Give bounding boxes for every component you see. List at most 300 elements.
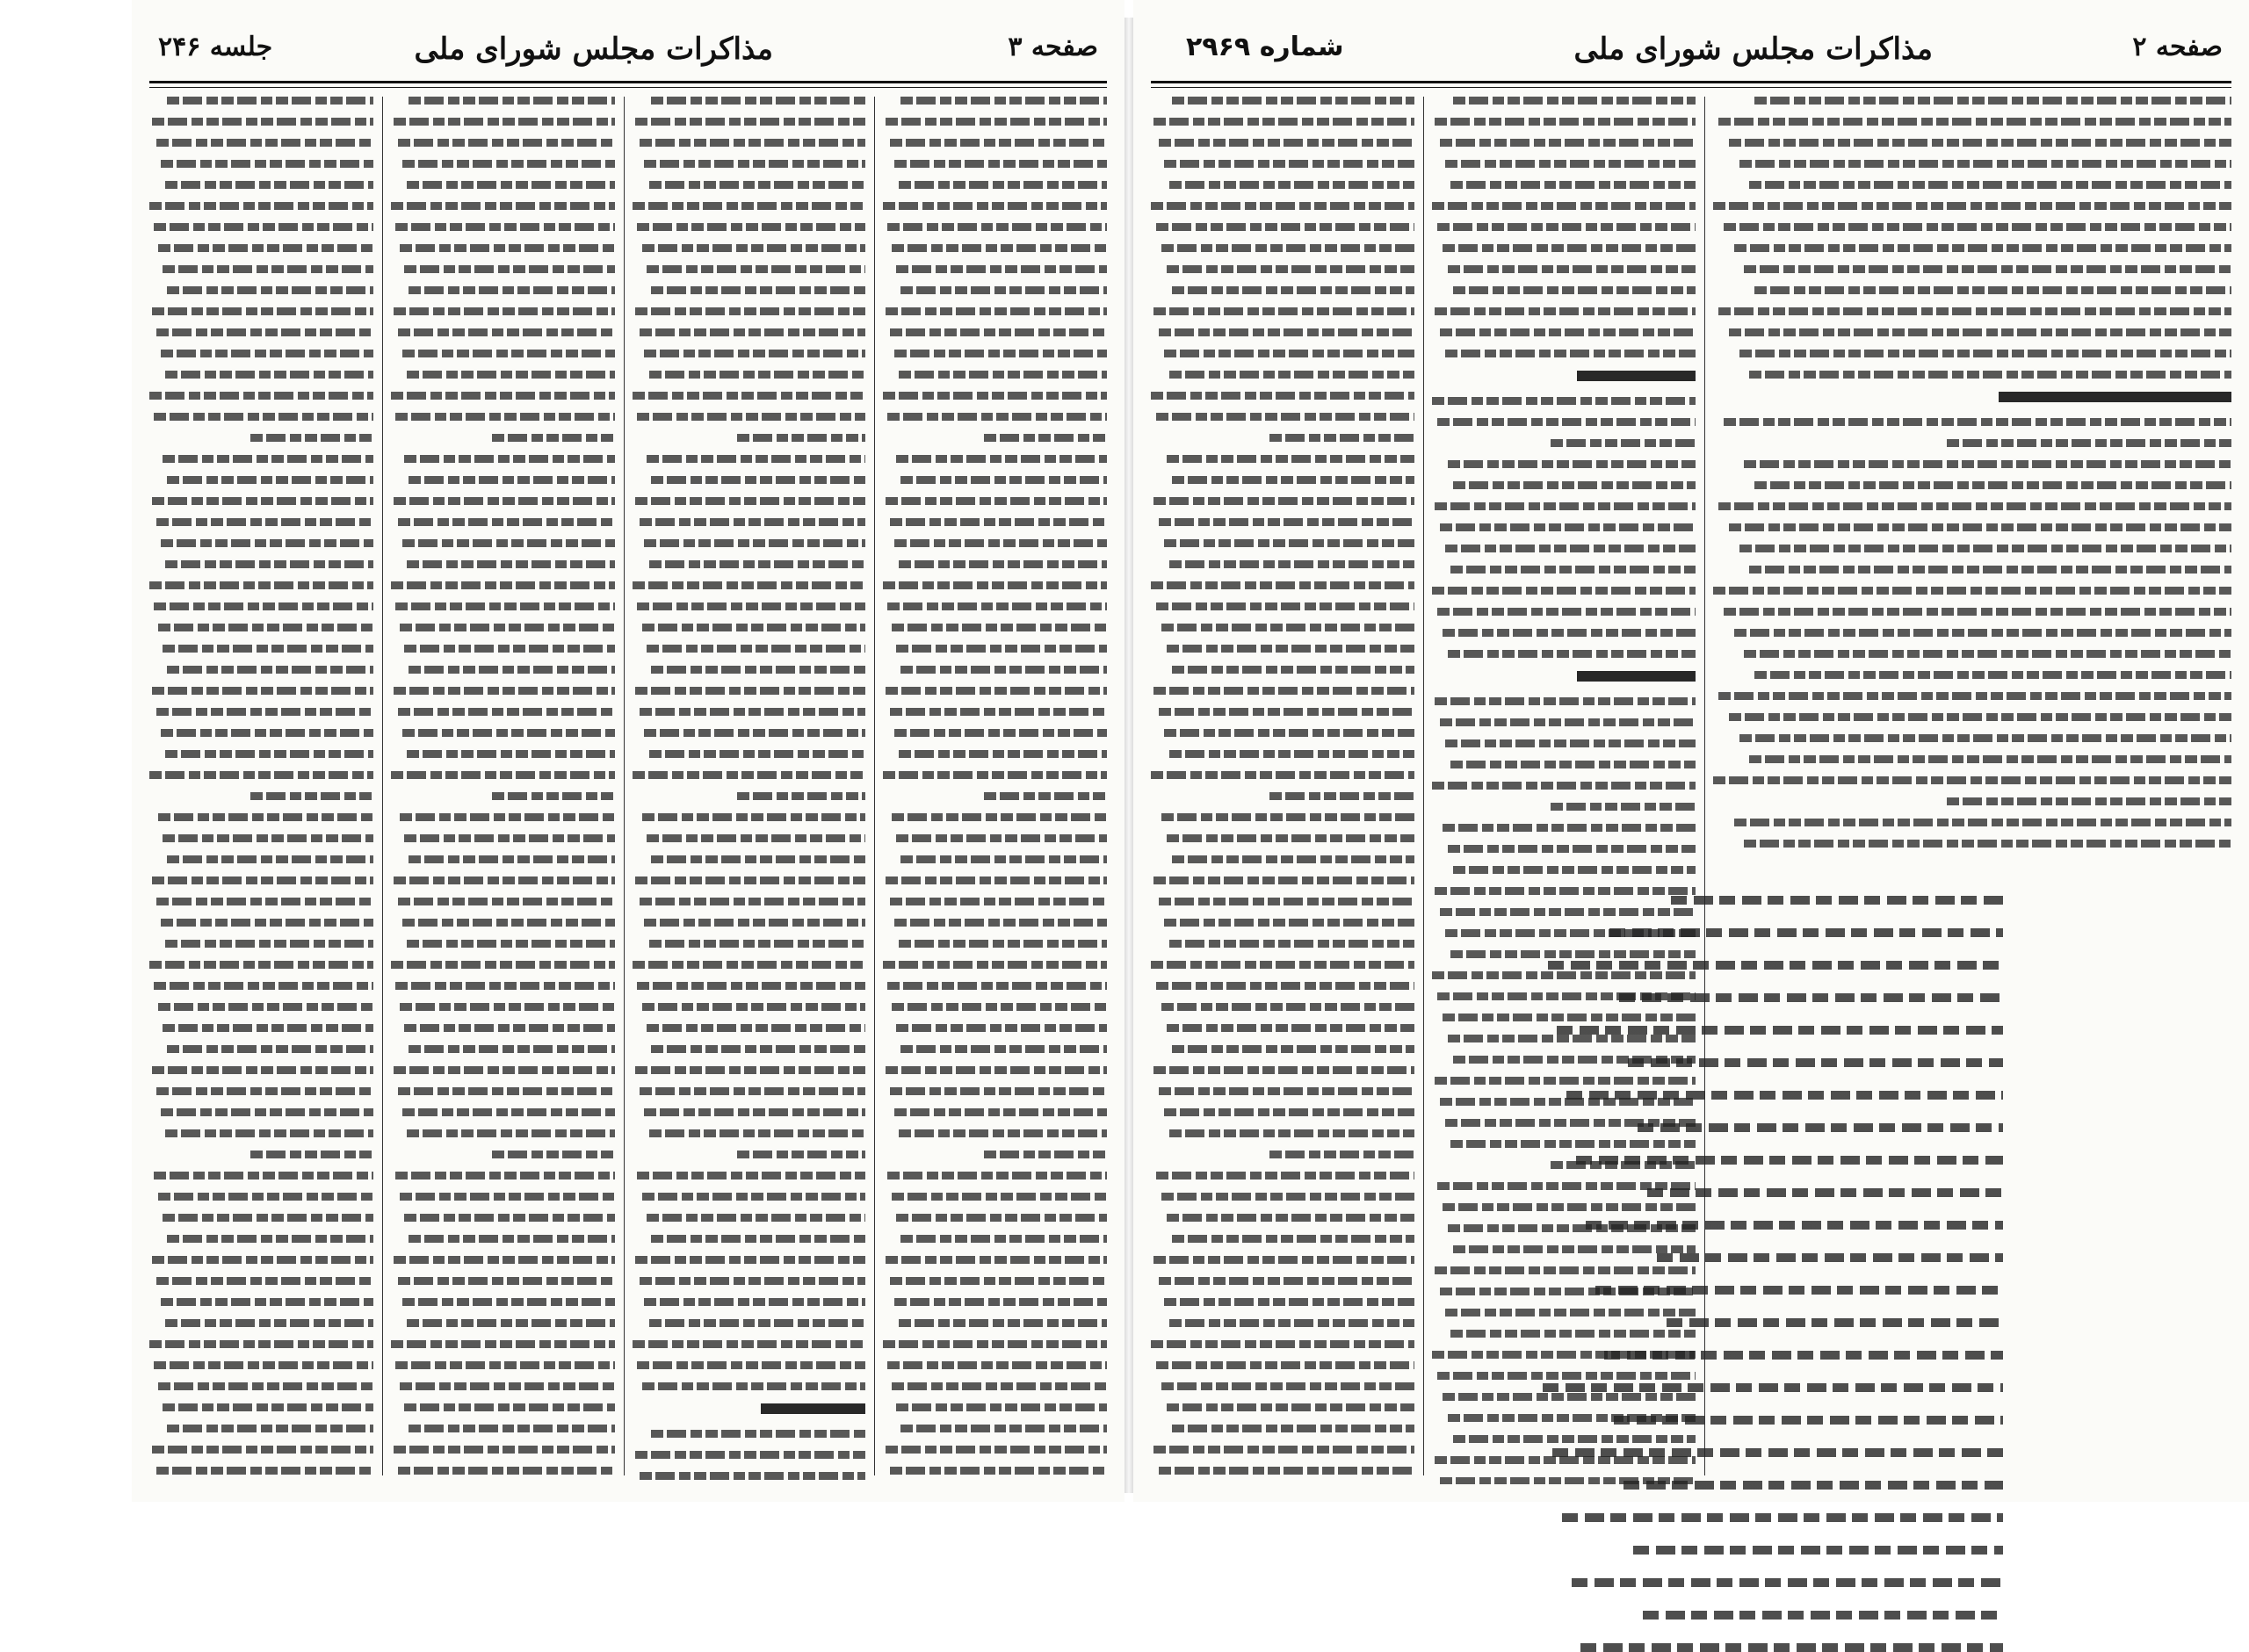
text-line	[1172, 286, 1414, 294]
text-line	[1159, 139, 1414, 147]
text-line	[409, 476, 615, 484]
text-line	[395, 223, 615, 231]
text-line	[152, 118, 373, 126]
text-line	[398, 139, 615, 147]
text-line	[1744, 265, 2231, 273]
text-line	[892, 1382, 1107, 1390]
text-line	[635, 1256, 865, 1264]
text-line	[1450, 181, 1696, 189]
text-line	[391, 961, 615, 969]
text-line	[647, 645, 865, 653]
text-line	[896, 1214, 1107, 1222]
text-line	[642, 1003, 865, 1011]
poem-line	[1552, 1448, 2003, 1457]
text-line	[167, 97, 373, 105]
text-line	[156, 1467, 373, 1475]
text-line	[1445, 160, 1696, 168]
text-line	[1448, 845, 1696, 853]
text-line	[1739, 734, 2232, 742]
issue-number: شماره ۲۹۶۹	[1186, 32, 1344, 62]
right-column-3	[1713, 97, 2231, 878]
text-line	[409, 1425, 615, 1432]
text-line	[394, 687, 615, 695]
text-line	[1161, 624, 1414, 631]
text-line	[1744, 840, 2231, 848]
poem-line	[1671, 896, 2003, 905]
text-line	[250, 792, 373, 800]
poem-block	[1529, 896, 2003, 1475]
text-line	[400, 1193, 615, 1201]
text-line	[492, 434, 615, 442]
text-line	[1169, 750, 1414, 758]
text-line	[1156, 223, 1414, 231]
text-line	[402, 1298, 615, 1306]
text-line	[1169, 371, 1414, 379]
text-line	[391, 392, 615, 400]
text-line	[163, 645, 373, 653]
text-line	[161, 729, 373, 737]
text-line	[651, 1430, 865, 1438]
text-line	[886, 876, 1107, 884]
text-line	[1172, 855, 1414, 863]
text-line	[400, 1382, 615, 1390]
text-line	[640, 708, 865, 716]
text-line	[651, 666, 865, 674]
text-line	[409, 286, 615, 294]
text-line	[894, 1298, 1107, 1306]
text-line	[1435, 118, 1696, 126]
text-line	[890, 518, 1107, 526]
text-line	[1739, 160, 2232, 168]
text-line	[984, 1151, 1107, 1158]
text-line	[394, 1066, 615, 1074]
text-line	[1151, 392, 1414, 400]
text-line	[1159, 1277, 1414, 1285]
text-line	[152, 876, 373, 884]
text-line	[1172, 97, 1414, 105]
text-line	[395, 1172, 615, 1179]
text-line	[642, 624, 865, 631]
text-line	[892, 624, 1107, 631]
text-line	[896, 1403, 1107, 1411]
text-line	[404, 455, 615, 463]
text-line	[1437, 418, 1696, 426]
text-line	[156, 328, 373, 336]
text-line	[649, 1319, 865, 1327]
text-line	[1729, 523, 2231, 531]
column-divider	[624, 97, 625, 1475]
text-line	[1153, 1446, 1414, 1454]
text-line	[1169, 1319, 1414, 1327]
text-line	[900, 97, 1107, 105]
text-line	[394, 497, 615, 505]
text-line	[1435, 697, 1696, 705]
text-line	[1151, 1340, 1414, 1348]
text-line	[152, 307, 373, 315]
text-line	[883, 961, 1107, 969]
text-line	[633, 581, 865, 589]
poem-line	[1647, 1188, 2003, 1197]
text-line	[165, 1319, 373, 1327]
text-line	[395, 982, 615, 990]
text-line	[899, 750, 1107, 758]
text-line	[394, 1446, 615, 1454]
text-line	[647, 834, 865, 842]
text-line	[642, 813, 865, 821]
text-line	[896, 834, 1107, 842]
text-line	[163, 1214, 373, 1222]
text-line	[890, 139, 1107, 147]
column-divider	[874, 97, 875, 1475]
text-line	[640, 898, 865, 905]
text-line	[1749, 371, 2231, 379]
poem-line	[1543, 1383, 2003, 1392]
text-line	[1172, 1425, 1414, 1432]
text-line	[644, 919, 865, 927]
text-line	[407, 181, 615, 189]
text-line	[894, 350, 1107, 357]
left-page	[132, 0, 1124, 1502]
poem-line	[1576, 1156, 2003, 1165]
text-line	[163, 834, 373, 842]
text-line	[398, 898, 615, 905]
text-line	[886, 307, 1107, 315]
text-line	[391, 1340, 615, 1348]
text-line	[1440, 328, 1696, 336]
text-line	[1443, 824, 1696, 832]
text-line	[1453, 866, 1696, 874]
text-line	[391, 581, 615, 589]
text-line	[1164, 539, 1414, 547]
poem-line	[1557, 1026, 2003, 1035]
text-line	[649, 750, 865, 758]
text-line	[896, 645, 1107, 653]
text-line	[1739, 545, 2232, 552]
left-header-rule	[149, 81, 1107, 88]
poem-line	[1572, 1578, 2003, 1587]
text-line	[1164, 350, 1414, 357]
text-line	[1159, 898, 1414, 905]
text-line	[899, 560, 1107, 568]
text-line	[398, 1087, 615, 1095]
text-line	[649, 940, 865, 948]
text-line	[1164, 919, 1414, 927]
text-line	[984, 792, 1107, 800]
right-page-header	[1151, 25, 2231, 77]
text-line	[1269, 792, 1414, 800]
text-line	[161, 350, 373, 357]
text-line	[161, 539, 373, 547]
text-line	[391, 771, 615, 779]
text-line	[149, 202, 373, 210]
text-line	[887, 982, 1107, 990]
text-line	[404, 834, 615, 842]
text-line	[404, 265, 615, 273]
text-line	[161, 160, 373, 168]
text-line	[402, 539, 615, 547]
text-line	[1169, 940, 1414, 948]
poem-line	[1580, 1643, 2003, 1652]
text-line	[635, 687, 865, 695]
poem-line	[1609, 928, 2003, 937]
text-line	[886, 497, 1107, 505]
text-line	[887, 602, 1107, 610]
text-line	[1169, 181, 1414, 189]
text-line	[890, 708, 1107, 716]
text-line	[899, 1129, 1107, 1137]
text-line	[883, 1340, 1107, 1348]
text-line	[407, 371, 615, 379]
text-line	[402, 160, 615, 168]
text-line	[1734, 629, 2231, 637]
text-line	[1443, 244, 1696, 252]
text-line	[1718, 692, 2231, 700]
left-page-title: مذاکرات مجلس شورای ملی	[414, 32, 773, 67]
text-line	[633, 1340, 865, 1348]
text-line	[1749, 755, 2231, 763]
text-line	[737, 434, 865, 442]
text-line	[1443, 629, 1696, 637]
poem-line	[1633, 1546, 2003, 1555]
text-line	[642, 1193, 865, 1201]
text-line	[1161, 1193, 1414, 1201]
text-line	[883, 581, 1107, 589]
text-line	[1744, 650, 2231, 658]
text-line	[886, 1446, 1107, 1454]
text-line	[1754, 481, 2231, 489]
text-line	[1749, 566, 2231, 574]
text-line	[161, 1108, 373, 1116]
text-line	[1450, 761, 1696, 768]
text-line	[637, 223, 865, 231]
text-line	[1159, 1087, 1414, 1095]
text-line	[163, 455, 373, 463]
text-line	[633, 202, 865, 210]
text-line	[1448, 460, 1696, 468]
text-line	[1164, 1298, 1414, 1306]
text-line	[152, 1066, 373, 1074]
text-line	[407, 1319, 615, 1327]
text-line	[394, 307, 615, 315]
text-line	[1448, 265, 1696, 273]
text-line	[165, 940, 373, 948]
text-line	[1172, 666, 1414, 674]
text-line	[165, 1129, 373, 1137]
text-line	[637, 1361, 865, 1369]
text-line	[492, 1151, 615, 1158]
text-line	[156, 708, 373, 716]
text-line	[1172, 1045, 1414, 1053]
text-line	[407, 560, 615, 568]
text-line	[1734, 819, 2231, 826]
text-line	[1167, 645, 1414, 653]
text-line	[163, 1403, 373, 1411]
text-line	[1947, 797, 2232, 805]
text-line	[1167, 265, 1414, 273]
poem-line	[1604, 1351, 2003, 1360]
text-line	[395, 602, 615, 610]
poem-line	[1619, 993, 2003, 1002]
text-line	[398, 518, 615, 526]
text-line	[149, 1340, 373, 1348]
text-line	[1551, 803, 1696, 811]
text-line	[1744, 460, 2231, 468]
text-line	[649, 1129, 865, 1137]
text-line	[649, 371, 865, 379]
right-page-title: مذاکرات مجلس شورای ملی	[1573, 32, 1933, 67]
text-line	[651, 286, 865, 294]
text-line	[394, 876, 615, 884]
text-line	[651, 1045, 865, 1053]
text-line	[640, 1277, 865, 1285]
text-line	[407, 940, 615, 948]
text-line	[167, 1425, 373, 1432]
text-line	[165, 371, 373, 379]
text-line	[644, 1298, 865, 1306]
text-line	[156, 518, 373, 526]
text-line	[400, 624, 615, 631]
text-line	[404, 1214, 615, 1222]
text-line	[1445, 739, 1696, 747]
column-divider	[382, 97, 383, 1475]
text-line	[642, 1382, 865, 1390]
text-line	[158, 1382, 373, 1390]
text-line	[395, 1361, 615, 1369]
text-line	[1432, 202, 1696, 210]
text-line	[1435, 307, 1696, 315]
text-line	[1167, 1403, 1414, 1411]
text-line	[633, 392, 865, 400]
text-line	[1739, 350, 2232, 357]
text-line	[163, 265, 373, 273]
text-line	[651, 1235, 865, 1243]
text-line	[1151, 771, 1414, 779]
text-line	[890, 1277, 1107, 1285]
text-line	[1445, 545, 1696, 552]
text-line	[154, 1172, 373, 1179]
text-line	[644, 729, 865, 737]
text-line	[149, 392, 373, 400]
text-line	[407, 750, 615, 758]
poem-line	[1657, 1253, 2003, 1262]
text-line	[883, 771, 1107, 779]
left-page-header	[149, 25, 1107, 77]
text-line	[651, 855, 865, 863]
text-line	[640, 1472, 865, 1480]
text-line	[637, 982, 865, 990]
text-line	[635, 876, 865, 884]
text-line	[886, 118, 1107, 126]
text-line	[1159, 518, 1414, 526]
text-line	[154, 1361, 373, 1369]
text-line	[1754, 671, 2231, 679]
text-line	[1159, 1467, 1414, 1475]
text-line	[1453, 481, 1696, 489]
text-line	[156, 139, 373, 147]
text-line	[1156, 982, 1414, 990]
poem-line	[1566, 1091, 2003, 1100]
text-line	[400, 244, 615, 252]
text-line	[1269, 1151, 1414, 1158]
poem-line	[1614, 1416, 2003, 1425]
text-line	[1437, 223, 1696, 231]
text-line	[649, 181, 865, 189]
text-line	[892, 1003, 1107, 1011]
column-divider	[1423, 97, 1424, 1475]
text-line	[250, 434, 373, 442]
text-line	[640, 328, 865, 336]
text-line	[409, 1235, 615, 1243]
text-line	[899, 940, 1107, 948]
text-line	[1724, 223, 2231, 231]
text-line	[398, 1467, 615, 1475]
text-line	[1724, 418, 2231, 426]
text-line	[1432, 782, 1696, 790]
text-line	[394, 118, 615, 126]
text-line	[1151, 202, 1414, 210]
text-line	[391, 202, 615, 210]
text-line	[1167, 834, 1414, 842]
text-line	[1161, 244, 1414, 252]
text-line	[894, 1108, 1107, 1116]
text-line	[1153, 1256, 1414, 1264]
text-line	[887, 413, 1107, 421]
text-line	[1718, 118, 2231, 126]
text-line	[1453, 286, 1696, 294]
text-line	[635, 497, 865, 505]
text-line	[404, 645, 615, 653]
text-line	[1164, 729, 1414, 737]
text-line	[1749, 181, 2231, 189]
text-line	[154, 982, 373, 990]
text-line	[1718, 502, 2231, 510]
text-line	[899, 371, 1107, 379]
text-line	[635, 307, 865, 315]
text-line	[900, 1045, 1107, 1053]
text-line	[900, 476, 1107, 484]
text-line	[1161, 1003, 1414, 1011]
text-line	[158, 624, 373, 631]
text-line	[894, 539, 1107, 547]
text-line	[644, 539, 865, 547]
text-line	[1448, 650, 1696, 658]
text-line	[161, 1298, 373, 1306]
text-line	[1718, 307, 2231, 315]
text-line	[1445, 350, 1696, 357]
text-line	[409, 666, 615, 674]
poem-line	[1643, 1611, 2003, 1620]
text-line	[886, 1256, 1107, 1264]
text-line	[1435, 887, 1696, 895]
text-line	[154, 223, 373, 231]
text-line	[400, 1003, 615, 1011]
text-line	[167, 666, 373, 674]
text-line	[883, 392, 1107, 400]
text-line	[1153, 687, 1414, 695]
text-line	[404, 1024, 615, 1032]
text-line	[649, 560, 865, 568]
text-line	[892, 813, 1107, 821]
text-line	[1432, 397, 1696, 405]
text-line	[647, 455, 865, 463]
text-line	[887, 1361, 1107, 1369]
text-line	[1713, 776, 2231, 784]
text-line	[651, 476, 865, 484]
text-line	[886, 687, 1107, 695]
text-line	[1440, 523, 1696, 531]
text-line	[637, 1172, 865, 1179]
poem-line	[1548, 961, 2003, 970]
